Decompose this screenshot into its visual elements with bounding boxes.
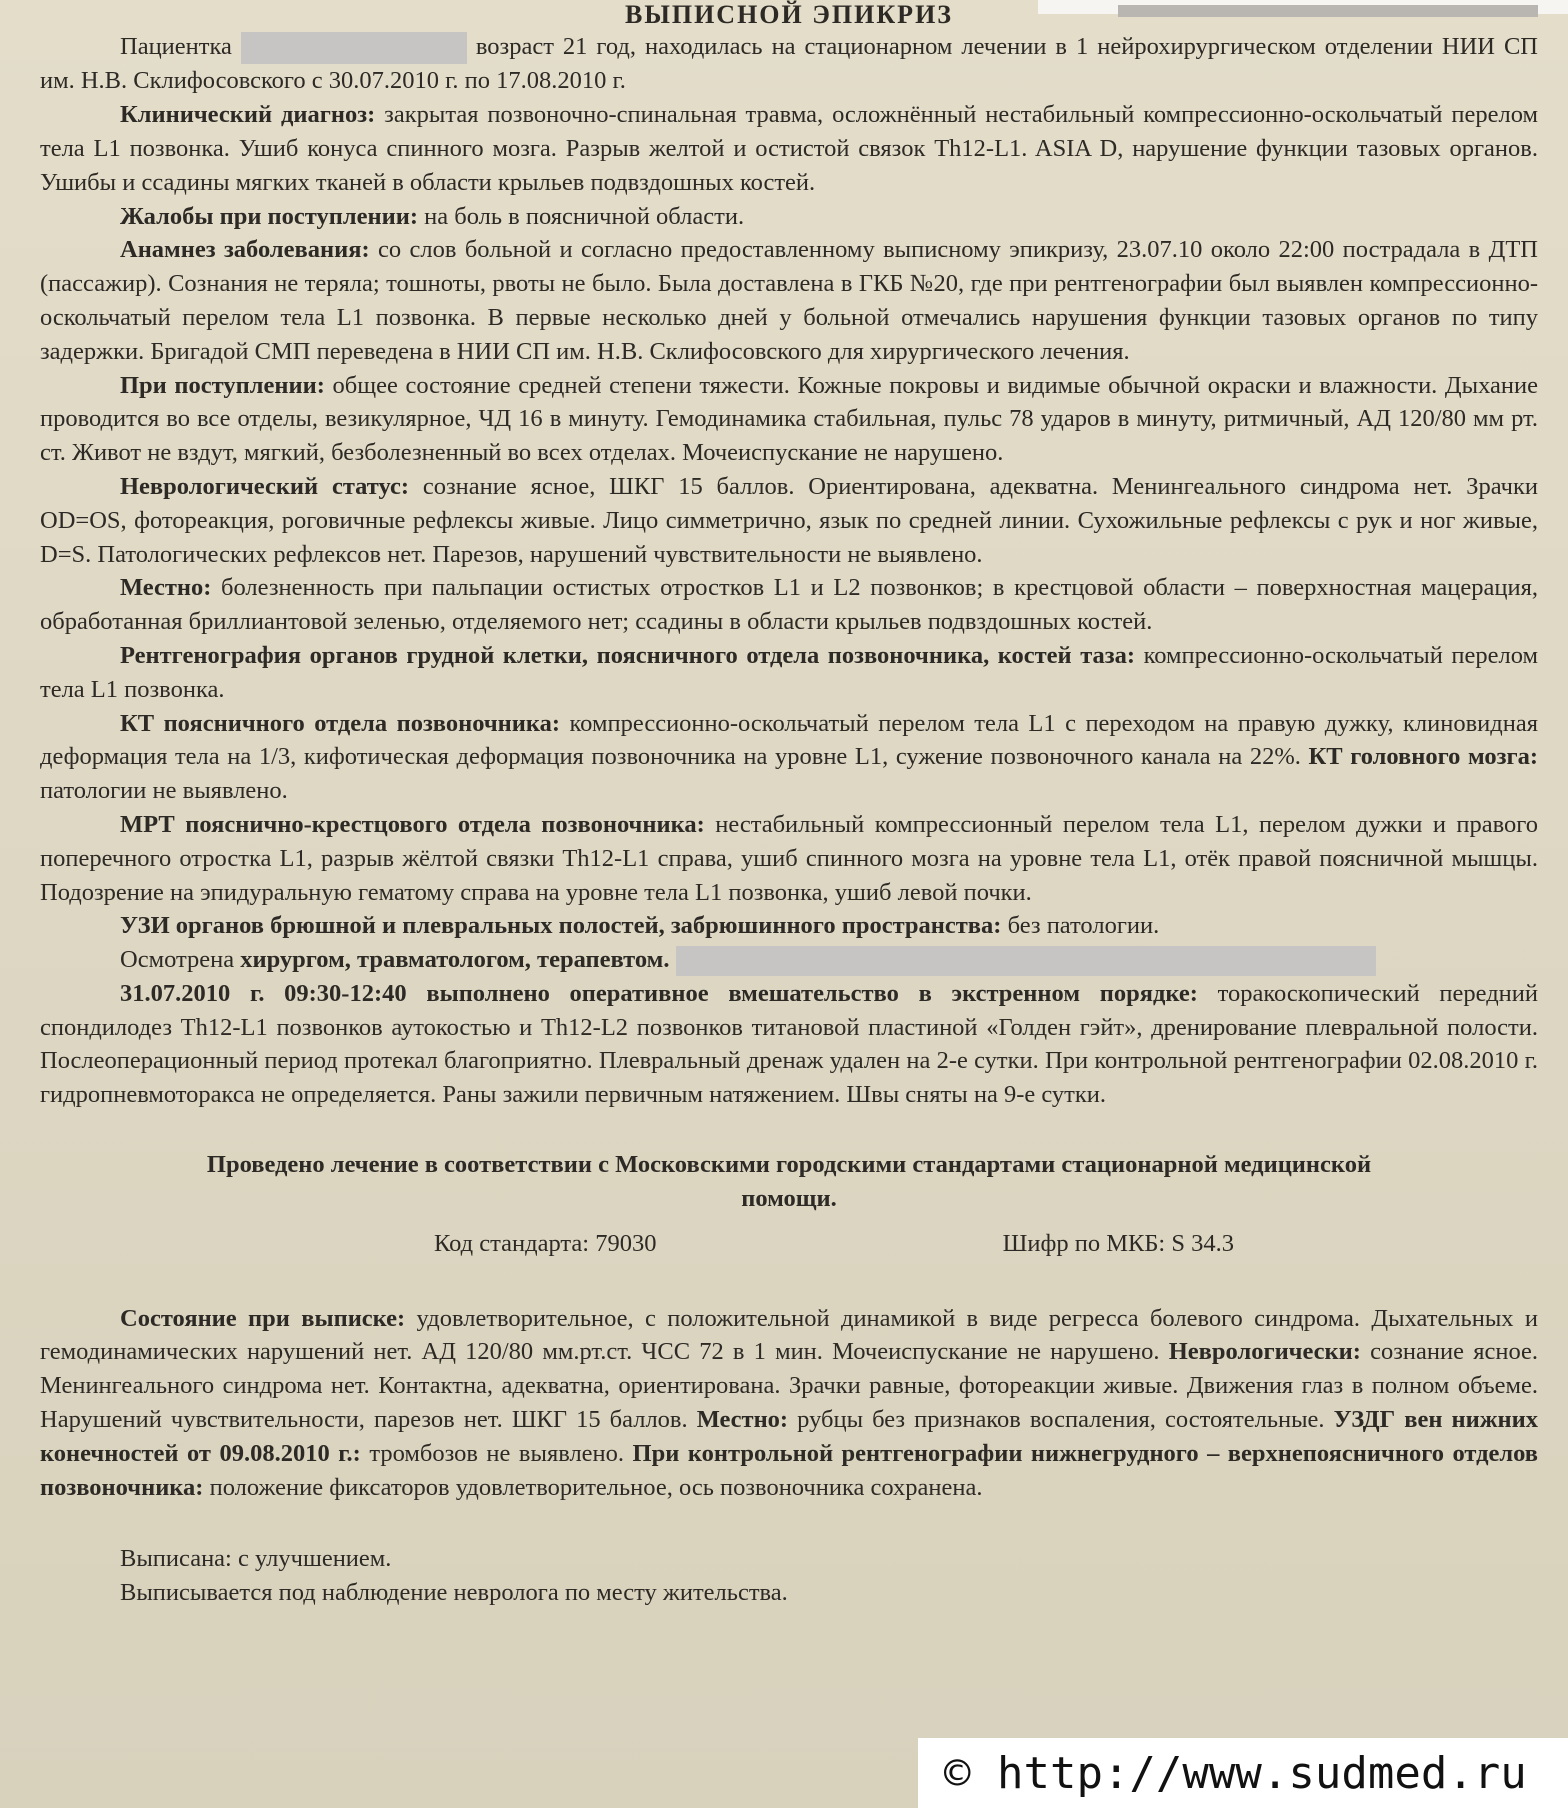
- redaction-bar-top: [1118, 5, 1538, 17]
- section-ct: [40, 707, 1538, 808]
- section-text: общее состояние средней степени тяжести. Кожные покровы и видимые обычной окраски и влажности. Дыхание проводится во все отделы, везикулярное, ЧД 16 в минуту. Гемодинамика стабильная, пульс 78 ударов в минуту, ритмичный, АД 120/80 мм рт. ст. Живот не вздут, мягкий, безболезненный во всех отделах. Мочеиспускание не нарушено.: [40, 371, 1538, 467]
- redacted-doctor-names: [676, 946, 1376, 976]
- section-examined: [40, 943, 1538, 977]
- redacted-patient-name: [241, 32, 467, 64]
- control-xray-text: положение фиксаторов удовлетворительное, ось позвоночника сохранена.: [203, 1473, 983, 1501]
- section-xray: [40, 639, 1538, 707]
- ct-brain-text: патологии не выявлено.: [40, 777, 288, 805]
- section-admission: [40, 369, 1538, 470]
- follow-up-note: Выписывается под наблюдение невролога по месту жительства.: [120, 1579, 788, 1607]
- section-complaints: [40, 200, 1538, 234]
- section-label: При поступлении:: [120, 371, 325, 399]
- section-uzi: [40, 909, 1538, 943]
- examined-prefix: Осмотрена: [120, 946, 241, 974]
- ct-spine-text: компрессионно-оскольчатый перелом тела L1 с переходом на правую дужку, клиновидная деформация тела на 1/3, кифотическая деформация позвоночника на уровне L1, сужение позвоночного канала на 22%.: [40, 709, 1538, 771]
- local-discharge-text: рубцы без признаков воспаления, состоятельные.: [788, 1406, 1334, 1434]
- section-text: на боль в поясничной области.: [418, 202, 745, 230]
- section-label: Анамнез заболевания:: [120, 236, 370, 264]
- ct-spine-label: КТ поясничного отдела позвоночника:: [120, 709, 561, 737]
- document-title: ВЫПИСНОЙ ЭПИКРИЗ: [624, 0, 954, 29]
- section-mri: [40, 808, 1538, 909]
- section-label: Местно:: [120, 574, 212, 602]
- uzi-label: УЗИ органов брюшной и плевральных полостей, забрюшинного пространства:: [120, 912, 1002, 940]
- mkb-code: Шифр по МКБ: S 34.3: [1002, 1229, 1234, 1257]
- discharged-status: Выписана: с улучшением.: [120, 1545, 392, 1573]
- treatment-line-1: Проведено лечение в соответствии с Московскими городскими стандартами стационарной медицинской: [206, 1151, 1372, 1179]
- section-text: закрытая позвоночно-спинальная травма, осложнённый нестабильный компрессионно-оскольчатый перелом тела L1 позвонка. Ушиб конуса спинного мозга. Разрыв желтой и остистой связок Th12-L1. ASIA D, нарушение функции тазовых органов. Ушибы и ссадины мягких тканей в области крыльев подвздошных костей.: [40, 101, 1539, 196]
- final-block: [40, 1542, 1538, 1610]
- watermark: [918, 1738, 1568, 1808]
- examined-label: хирургом, травматологом, терапевтом.: [240, 946, 670, 974]
- section-text: со слов больной и согласно предоставленному выписному эпикризу, 23.07.10 около 22:00 пострадала в ДТП (пассажир). Сознания не теряла; тошноты, рвоты не было. Была доставлена в ГКБ №20, где при рентгенографии был выявлен компрессионно-оскольчатый перелом тела L1 позвонка. В первые несколько дней у больной отмечались нарушения функции тазовых органов по типу задержки. Бригадой СМП переведена в НИИ СП им. Н.В. Склифосовского для хирургического лечения.: [40, 236, 1538, 365]
- section-label: Жалобы при поступлении:: [120, 202, 419, 230]
- uzdg-label: УЗДГ вен нижних конечностей от 09.08.2010 г.:: [40, 1406, 1538, 1467]
- section-text: болезненность при пальпации остистых отростков L1 и L2 позвонков; в крестцовой области – поверхностная мацерация, обработанная бриллиантовой зеленью, отделяемого нет; ссадины в области крыльев подвздошных костей.: [40, 574, 1538, 636]
- treatment-block: [40, 1148, 1538, 1216]
- section-surgery: [40, 977, 1538, 1112]
- uzi-text: без патологии.: [1001, 912, 1160, 940]
- control-xray-label: При контрольной рентгенографии нижнегрудного – верхнепоясничного отделов позвоночника:: [40, 1439, 1538, 1501]
- discharge-text: удовлетворительное, с положительной динамикой в виде регресса болевого синдрома. Дыхательных и гемодинамических нарушений нет. АД 120/80 мм.рт.ст. ЧСС 72 в 1 мин. Мочеиспускание не нарушено.: [40, 1304, 1538, 1366]
- codes-row: [344, 1230, 1234, 1258]
- patient-paragraph: [40, 30, 1538, 98]
- section-label: Неврологический статус:: [120, 472, 410, 500]
- patient-label: Пациентка: [120, 33, 232, 60]
- uzdg-text: тромбозов не выявлено.: [360, 1439, 633, 1467]
- section-text: сознание ясное, ШКГ 15 баллов. Ориентирована, адекватна. Менингеального синдрома нет. Зрачки OD=OS, фотореакция, роговичные рефлексы живые. Лицо симметрично, язык по средней линии. Сухожильные рефлексы с рук и ног живые, D=S. Патологических рефлексов нет. Парезов, нарушений чувствительности не выявлено.: [40, 472, 1538, 568]
- treatment-line-2: помощи.: [741, 1184, 837, 1212]
- section-local: [40, 571, 1538, 639]
- mri-text: нестабильный компрессионный перелом тела L1, перелом дужки и правого поперечного отростка L1, разрыв жёлтой связки Th12-L1 справа, ушиб спинного мозга на уровне тела L1, отёк правой поясничной мышцы. Подозрение на эпидуральную гематому справа на уровне тела L1 позвонка, ушиб левой почки.: [40, 810, 1538, 906]
- patient-info: возраст 21 год, находилась на стационарном лечении в 1 нейрохирургическом отделении НИИ СП им. Н.В. Склифосовского с 30.07.2010 г. по 17.08.2010 г.: [40, 33, 1539, 95]
- surgery-label: 31.07.2010 г. 09:30-12:40 выполнено оперативное вмешательство в экстренном порядке:: [120, 979, 1198, 1007]
- neuro-discharge-text: сознание ясное. Менингеального синдрома нет. Контактна, адекватна, ориентирована. Зрачки равные, фотореакции живые. Движения глаз в полном объеме. Нарушений чувствительности, парезов нет. ШКГ 15 баллов.: [40, 1338, 1538, 1434]
- surgery-text: торакоскопический передний спондилодез Th12-L1 позвонков аутокостью и Th12-L2 позвонков титановой пластиной «Голден гэйт», дренирование плевральной полости. Послеоперационный период протекал благоприятно. Плевральный дренаж удален на 2-е сутки. При контрольной рентгенографии 02.08.2010 г. гидропневмоторакса не определяется. Раны зажили первичным натяжением. Швы сняты на 9-е сутки.: [40, 979, 1538, 1109]
- section-label: Рентгенография органов грудной клетки, поясничного отдела позвоночника, костей таза:: [120, 641, 1136, 669]
- mri-label: МРТ пояснично-крестцового отдела позвоночника:: [120, 810, 705, 838]
- watermark-text: © http://www.sudmed.ru: [944, 1747, 1527, 1799]
- ct-brain-label: КТ головного мозга:: [1308, 743, 1538, 771]
- local-discharge-label: Местно:: [696, 1406, 789, 1434]
- section-neuro-status: [40, 470, 1538, 571]
- section-anamnesis: [40, 233, 1538, 368]
- section-diagnosis: [40, 98, 1538, 199]
- discharge-label: Состояние при выписке:: [120, 1304, 406, 1332]
- standard-code: Код стандарта: 79030: [434, 1229, 657, 1257]
- section-text: компрессионно-оскольчатый перелом тела L1 позвонка.: [40, 641, 1538, 703]
- section-label: Клинический диагноз:: [120, 101, 376, 129]
- section-discharge: [40, 1302, 1538, 1505]
- neuro-discharge-label: Неврологически:: [1168, 1338, 1361, 1366]
